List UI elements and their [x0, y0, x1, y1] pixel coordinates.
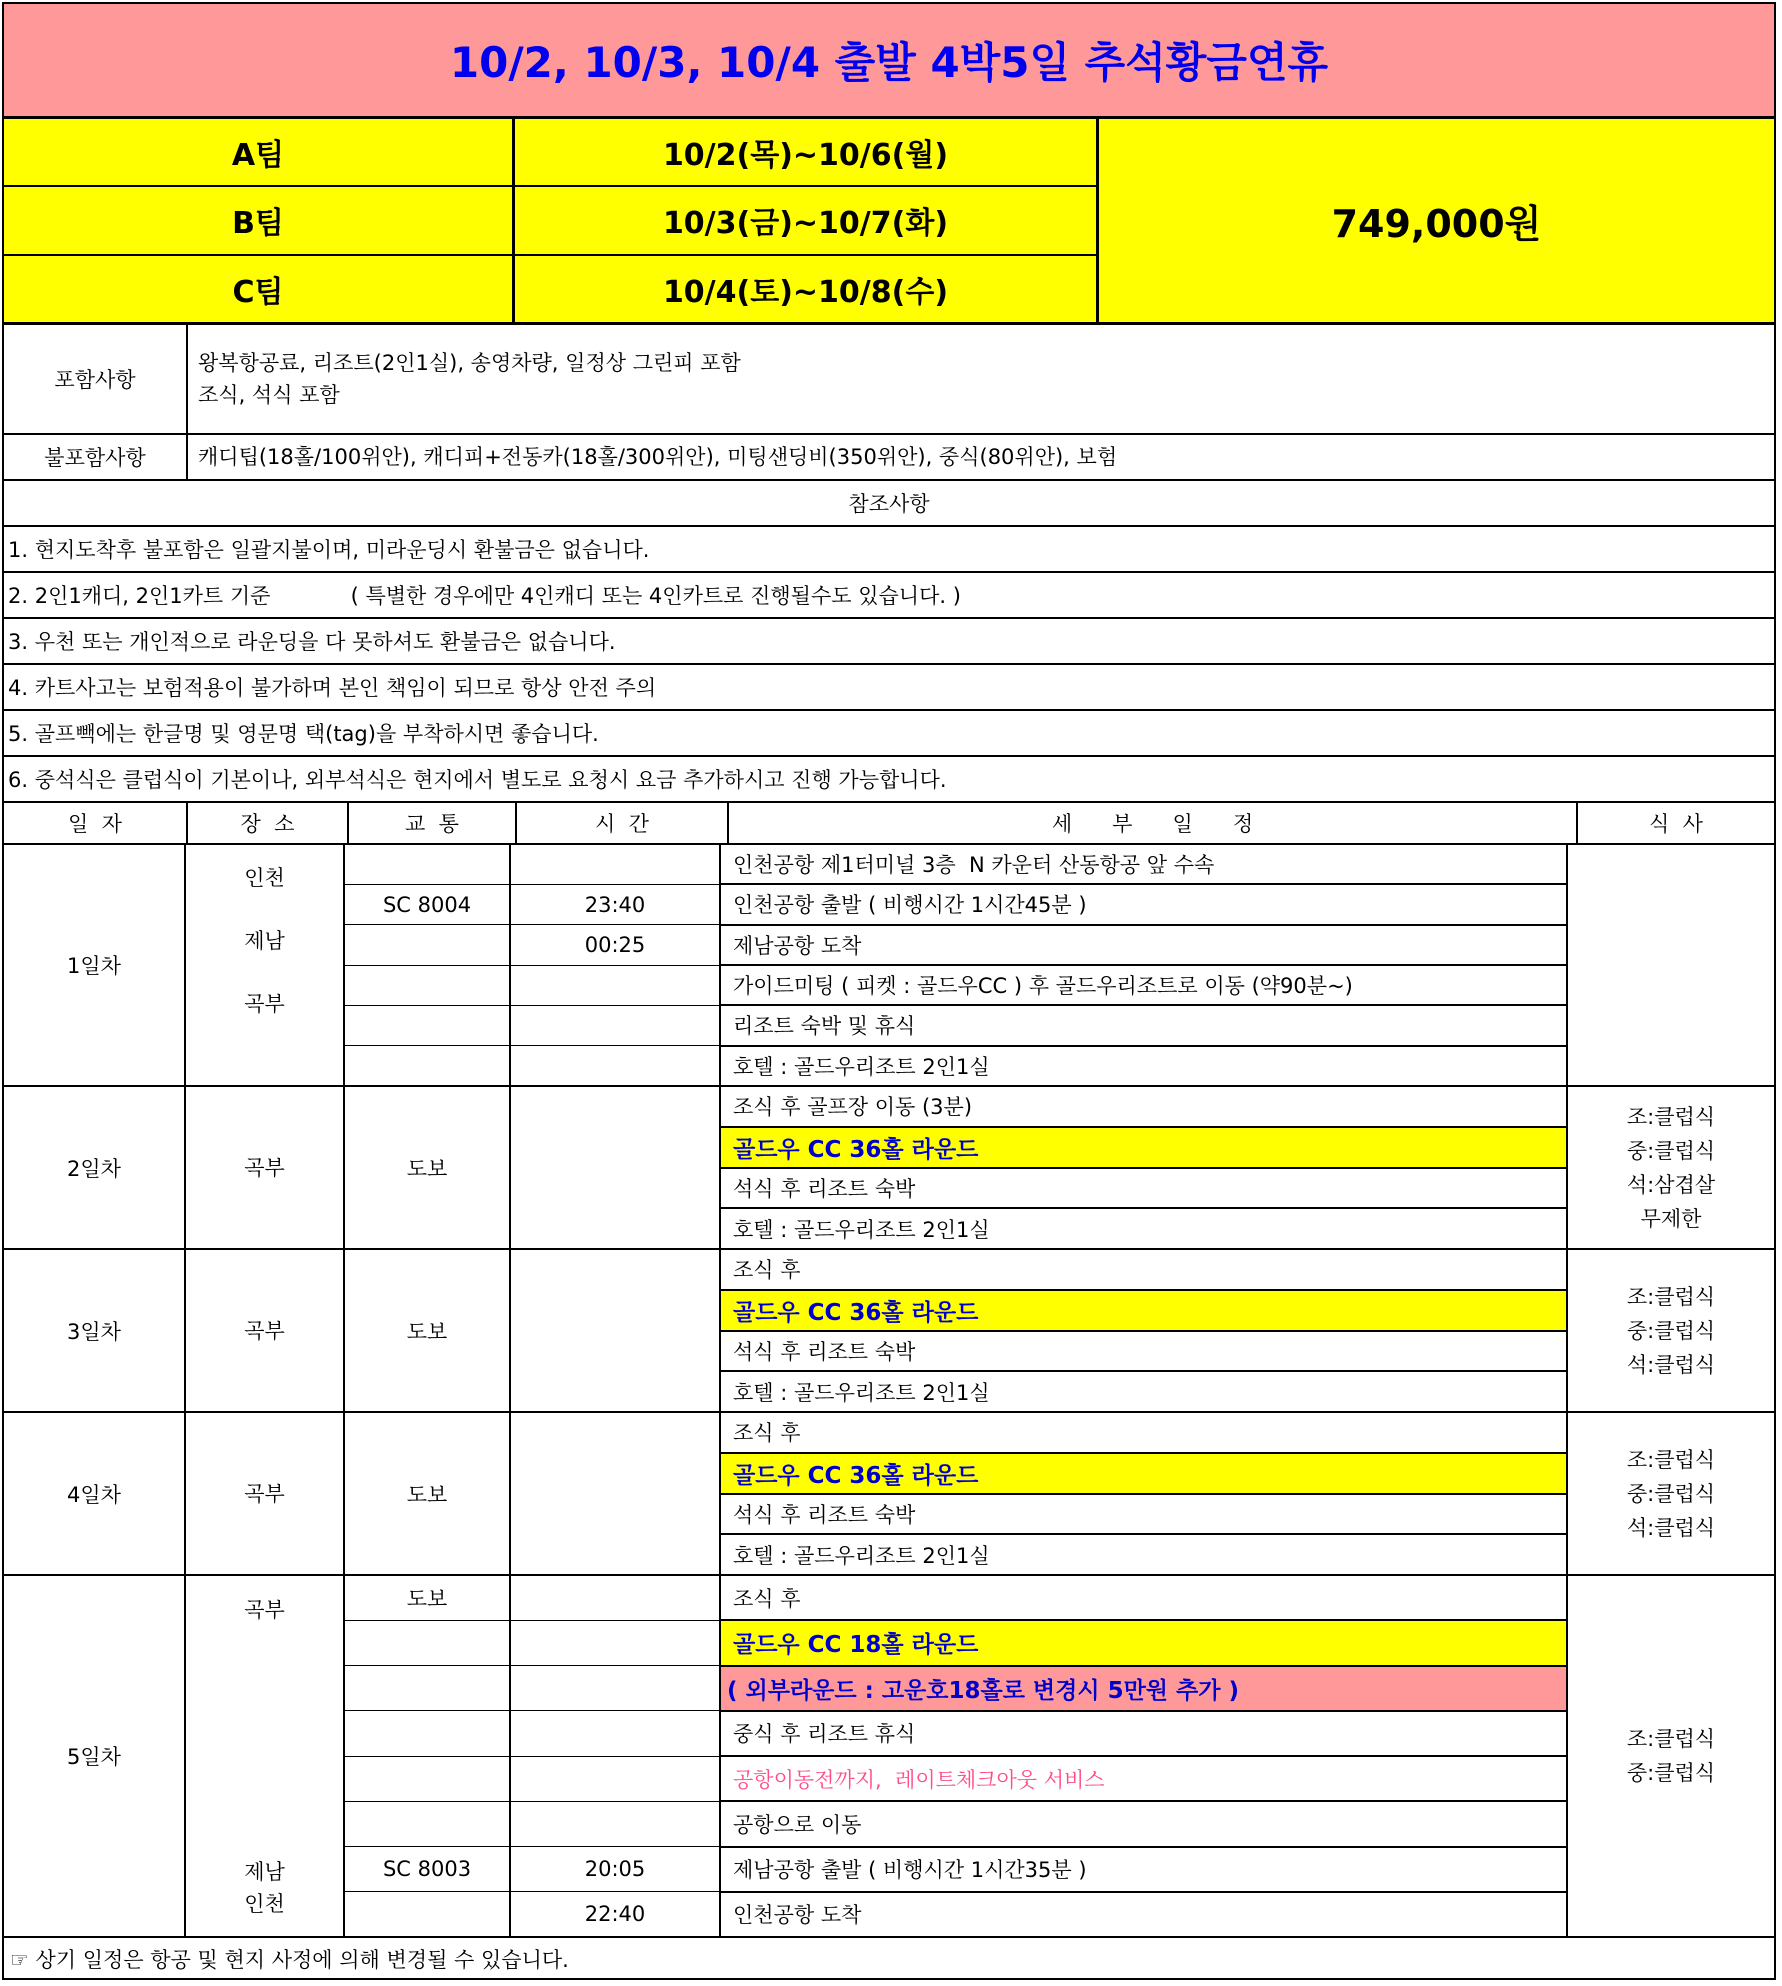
schedule-line: 조식 후	[721, 1576, 1566, 1621]
meal-item: 중:클럽식	[1626, 1761, 1716, 1785]
golf-round-highlight: 골드우 CC 36홀 라운드	[721, 1291, 1566, 1332]
itinerary-table	[2, 2, 1776, 1980]
day-meals	[1568, 1413, 1774, 1574]
meal-item: 조:클럽식	[1626, 1104, 1716, 1129]
schedule-line: 인천공항 제1터미널 3층 N 카운터 산동항공 앞 수속	[721, 845, 1566, 885]
day-time	[511, 1576, 721, 1936]
schedule-line: 제남공항 도착	[721, 926, 1566, 966]
meal-item: 중:클럽식	[1626, 1138, 1716, 1163]
header-place: 장 소	[188, 803, 349, 843]
transport-cell: SC 8003	[345, 1847, 509, 1892]
time-cell: 20:05	[511, 1847, 719, 1892]
day-meals	[1568, 1087, 1774, 1248]
header-meal: 식 사	[1649, 812, 1703, 836]
transport-cell	[345, 925, 509, 965]
meal-item: 중:클럽식	[1626, 1318, 1716, 1343]
day-time	[511, 1250, 721, 1411]
schedule-line: 석식 후 리조트 숙박	[721, 1332, 1566, 1373]
schedule-line: 공항으로 이동	[721, 1802, 1566, 1847]
meal-item: 석:클럽식	[1626, 1352, 1716, 1377]
team-list	[4, 119, 1099, 322]
golf-round-highlight: 골드우 CC 36홀 라운드	[721, 1128, 1566, 1169]
included-content	[188, 325, 1774, 433]
day-meals	[1568, 1576, 1774, 1936]
tour-price: 749,000원	[1099, 119, 1774, 322]
time-cell	[511, 1046, 719, 1085]
schedule-line: 리조트 숙박 및 휴식	[721, 1006, 1566, 1046]
time-cell	[511, 1802, 719, 1847]
schedule-line: 조식 후 골프장 이동 (3분)	[721, 1087, 1566, 1128]
excluded-label: 불포함사항	[4, 435, 188, 479]
footer-note: ☞ 상기 일정은 항공 및 현지 사정에 의해 변경될 수 있습니다.	[10, 1948, 569, 1972]
day-detail	[721, 845, 1568, 1085]
team-dates: 10/2(목)~10/6(월)	[515, 119, 1099, 185]
day-label: 5일차	[4, 1576, 186, 1936]
page-title: 10/2, 10/3, 10/4 출발 4박5일 추석황금연휴	[4, 4, 1774, 119]
time-cell: 00:25	[511, 925, 719, 965]
note-item: 1. 현지도착후 불포함은 일괄지불이며, 미라운딩시 환불금은 없습니다.	[4, 527, 1774, 573]
transport-cell	[345, 845, 509, 885]
team-name: A팀	[4, 119, 515, 185]
late-checkout-note: 공항이동전까지, 레이트체크아웃 서비스	[721, 1757, 1566, 1802]
schedule-line: 가이드미팅 ( 피켓 : 골드우CC ) 후 골드우리조트로 이동 (약90분~)	[721, 966, 1566, 1006]
team-row-b	[4, 187, 1099, 255]
excluded-row	[4, 435, 1774, 481]
transport-cell	[345, 1621, 509, 1666]
day-time	[511, 1087, 721, 1248]
schedule-line: 석식 후 리조트 숙박	[721, 1169, 1566, 1210]
meal-item: 무제한	[1640, 1206, 1702, 1231]
day-meals	[1568, 1250, 1774, 1411]
transport-cell	[345, 1892, 509, 1936]
included-line: 조식, 석식 포함	[198, 383, 340, 407]
schedule-line: 인천공항 출발 ( 비행시간 1시간45분 )	[721, 885, 1566, 925]
day-places	[186, 1250, 345, 1411]
golf-round-highlight: 골드우 CC 36홀 라운드	[721, 1454, 1566, 1495]
time-cell: 23:40	[511, 885, 719, 925]
time-cell	[511, 966, 719, 1006]
team-name: B팀	[4, 187, 515, 253]
meal-item: 석:클럽식	[1626, 1515, 1716, 1540]
notes-header: 참조사항	[4, 481, 1774, 527]
schedule-header	[4, 803, 1774, 845]
team-row-c	[4, 256, 1099, 322]
transport-cell	[345, 1757, 509, 1802]
day-transport	[345, 1250, 511, 1411]
day-detail	[721, 1576, 1568, 1936]
note-item: 4. 카트사고는 보험적용이 불가하며 본인 책임이 되므로 항상 안전 주의	[4, 665, 1774, 711]
day-time	[511, 1413, 721, 1574]
transport-cell	[345, 1802, 509, 1847]
excluded-content: 캐디팁(18홀/100위안), 캐디피+전동카(18홀/300위안), 미팅샌딩비(350위안), 중식(80위안), 보험	[198, 445, 1118, 469]
included-row	[4, 325, 1774, 435]
transport-cell: 도보	[406, 1482, 448, 1507]
day-places	[186, 1087, 345, 1248]
place: 곡부	[244, 1155, 285, 1180]
time-cell	[511, 1087, 719, 1248]
day-row-2	[4, 1087, 1774, 1250]
day-transport	[345, 1576, 511, 1936]
transport-cell: 도보	[406, 1156, 448, 1181]
time-cell: 22:40	[584, 1901, 646, 1926]
place: 곡부	[244, 991, 285, 1016]
team-name: C팀	[4, 256, 515, 322]
time-cell	[511, 1757, 719, 1802]
transport-cell: SC 8004	[345, 885, 509, 925]
transport-cell	[345, 1046, 509, 1085]
meal-item: 조:클럽식	[1626, 1284, 1716, 1309]
note-item: 6. 중석식은 클럽식이 기본이나, 외부석식은 현지에서 별도로 요청시 요금 추가하시고 진행 가능합니다.	[4, 757, 1774, 803]
day-places	[186, 845, 345, 1085]
transport-cell	[345, 1666, 509, 1711]
schedule-line: 중식 후 리조트 휴식	[721, 1712, 1566, 1757]
schedule-line: 호텔 : 골드우리조트 2인1실	[733, 1380, 990, 1405]
day-row-4	[4, 1413, 1774, 1576]
schedule-line: 인천공항 도착	[733, 1903, 862, 1928]
schedule-line: 석식 후 리조트 숙박	[721, 1495, 1566, 1536]
transport-cell	[345, 1006, 509, 1046]
included-line: 왕복항공료, 리조트(2인1실), 송영차량, 일정상 그린피 포함	[198, 351, 741, 375]
place: 제남	[244, 928, 285, 953]
transport-cell: 도보	[345, 1576, 509, 1621]
time-cell	[511, 1576, 719, 1621]
time-cell	[511, 1711, 719, 1756]
schedule-line: 호텔 : 골드우리조트 2인1실	[733, 1217, 990, 1242]
note-item: 2. 2인1캐디, 2인1카트 기준 ( 특별한 경우에만 4인캐디 또는 4인카트로 진행될수도 있습니다. )	[4, 573, 1774, 619]
day-places	[186, 1576, 345, 1936]
day-places	[186, 1413, 345, 1574]
place: 곡부	[244, 1598, 285, 1622]
day-time	[511, 845, 721, 1085]
day-transport	[345, 845, 511, 1085]
header-detail: 세 부 일 정	[729, 803, 1578, 843]
day-transport	[345, 1087, 511, 1248]
schedule-line: 호텔 : 골드우리조트 2인1실	[733, 1543, 990, 1568]
header-day: 일 자	[4, 803, 188, 843]
optional-round-note: ( 외부라운드 : 고운호18홀로 변경시 5만원 추가 )	[721, 1667, 1566, 1712]
meal-item: 조:클럽식	[1626, 1727, 1716, 1751]
day-label: 3일차	[4, 1250, 186, 1411]
golf-round-highlight: 골드우 CC 18홀 라운드	[721, 1621, 1566, 1666]
header-time: 시 간	[517, 803, 729, 843]
day-label: 4일차	[4, 1413, 186, 1574]
schedule-line: 조식 후	[721, 1413, 1566, 1454]
place: 인천	[244, 866, 285, 891]
meal-item: 조:클럽식	[1626, 1447, 1716, 1472]
meal-item: 중:클럽식	[1626, 1481, 1716, 1506]
schedule-line: 호텔 : 골드우리조트 2인1실	[733, 1054, 990, 1079]
team-dates: 10/4(토)~10/8(수)	[515, 256, 1099, 322]
day-meals	[1568, 845, 1774, 1085]
meal-item: 석:삼겹살	[1626, 1172, 1716, 1197]
time-cell	[511, 845, 719, 885]
time-cell	[511, 1413, 719, 1574]
note-item: 5. 골프빽에는 한글명 및 영문명 택(tag)을 부착하시면 좋습니다.	[4, 711, 1774, 757]
place: 곡부	[244, 1481, 285, 1506]
team-row-a	[4, 119, 1099, 187]
transport-cell	[345, 966, 509, 1006]
day-detail	[721, 1250, 1568, 1411]
time-cell	[511, 1006, 719, 1046]
schedule-line: 제남공항 출발 ( 비행시간 1시간35분 )	[721, 1848, 1566, 1893]
team-dates: 10/3(금)~10/7(화)	[515, 187, 1099, 253]
place: 제남	[244, 1860, 285, 1884]
day-row-3	[4, 1250, 1774, 1413]
day-label: 1일차	[4, 845, 186, 1085]
schedule-line: 조식 후	[721, 1250, 1566, 1291]
transport-cell	[345, 1711, 509, 1756]
time-cell	[511, 1666, 719, 1711]
day-transport	[345, 1413, 511, 1574]
place-group	[244, 1856, 285, 1920]
day-row-1	[4, 845, 1774, 1087]
day-detail	[721, 1087, 1568, 1248]
day-row-5	[4, 1576, 1774, 1938]
day-detail	[721, 1413, 1568, 1574]
place: 곡부	[244, 1318, 285, 1343]
note-item: 3. 우천 또는 개인적으로 라운딩을 다 못하셔도 환불금은 없습니다.	[4, 619, 1774, 665]
team-price-section	[4, 119, 1774, 325]
included-label: 포함사항	[4, 325, 188, 433]
place: 인천	[244, 1892, 285, 1916]
day-label: 2일차	[4, 1087, 186, 1248]
time-cell	[511, 1621, 719, 1666]
header-transport: 교 통	[349, 803, 517, 843]
time-cell	[511, 1250, 719, 1411]
transport-cell: 도보	[406, 1319, 448, 1344]
